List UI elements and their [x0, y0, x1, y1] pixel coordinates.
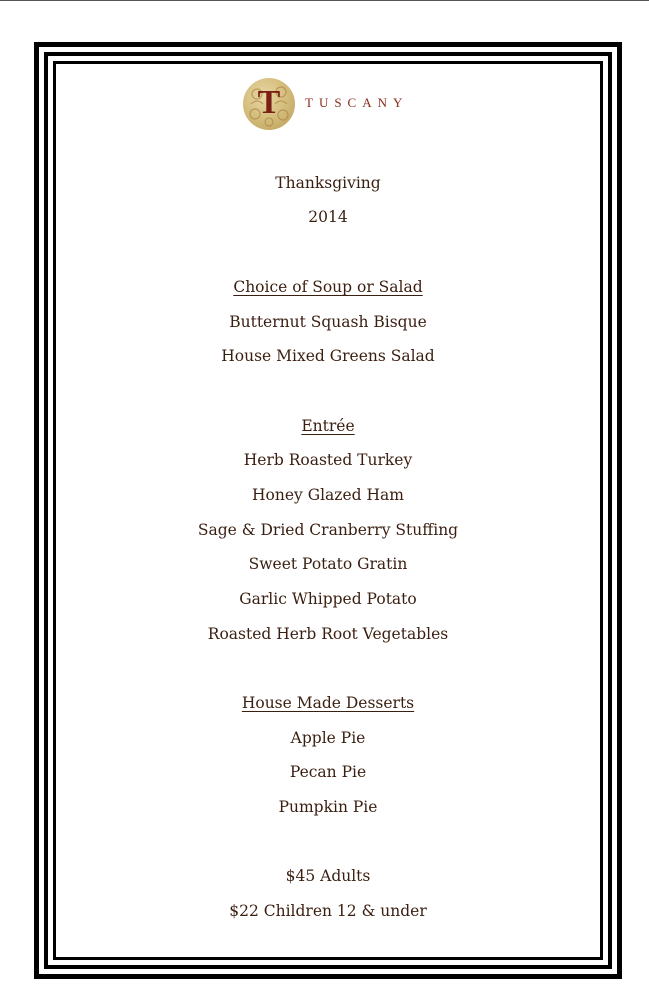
section-heading-soup-salad: Choice of Soup or Salad — [233, 278, 423, 296]
menu-title: Thanksgiving — [275, 174, 381, 192]
section-heading-entree: Entrée — [301, 417, 355, 435]
price-children: $22 Children 12 & under — [229, 902, 427, 920]
logo-initial: T — [257, 84, 281, 121]
logo-seal-icon — [243, 78, 295, 130]
section-heading-desserts: House Made Desserts — [241, 694, 415, 712]
menu-item: Pumpkin Pie — [278, 798, 378, 816]
inner-border — [53, 61, 603, 960]
menu-item: Herb Roasted Turkey — [243, 451, 413, 469]
top-rule — [0, 0, 649, 1]
logo-wordmark: TUSCANY — [305, 95, 409, 110]
menu-item: Sage & Dried Cranberry Stuffing — [197, 521, 459, 539]
menu-item: Butternut Squash Bisque — [229, 313, 427, 331]
menu-item: Honey Glazed Ham — [252, 486, 404, 504]
menu-item: Sweet Potato Gratin — [248, 555, 408, 573]
menu-year: 2014 — [308, 208, 348, 226]
menu-item: Apple Pie — [290, 729, 366, 747]
tuscany-logo — [243, 78, 423, 130]
menu-item: Garlic Whipped Potato — [239, 590, 417, 608]
price-adults: $45 Adults — [285, 867, 371, 885]
menu-item: House Mixed Greens Salad — [221, 347, 435, 365]
menu-item: Roasted Herb Root Vegetables — [207, 625, 449, 643]
menu-item: Pecan Pie — [289, 763, 367, 781]
